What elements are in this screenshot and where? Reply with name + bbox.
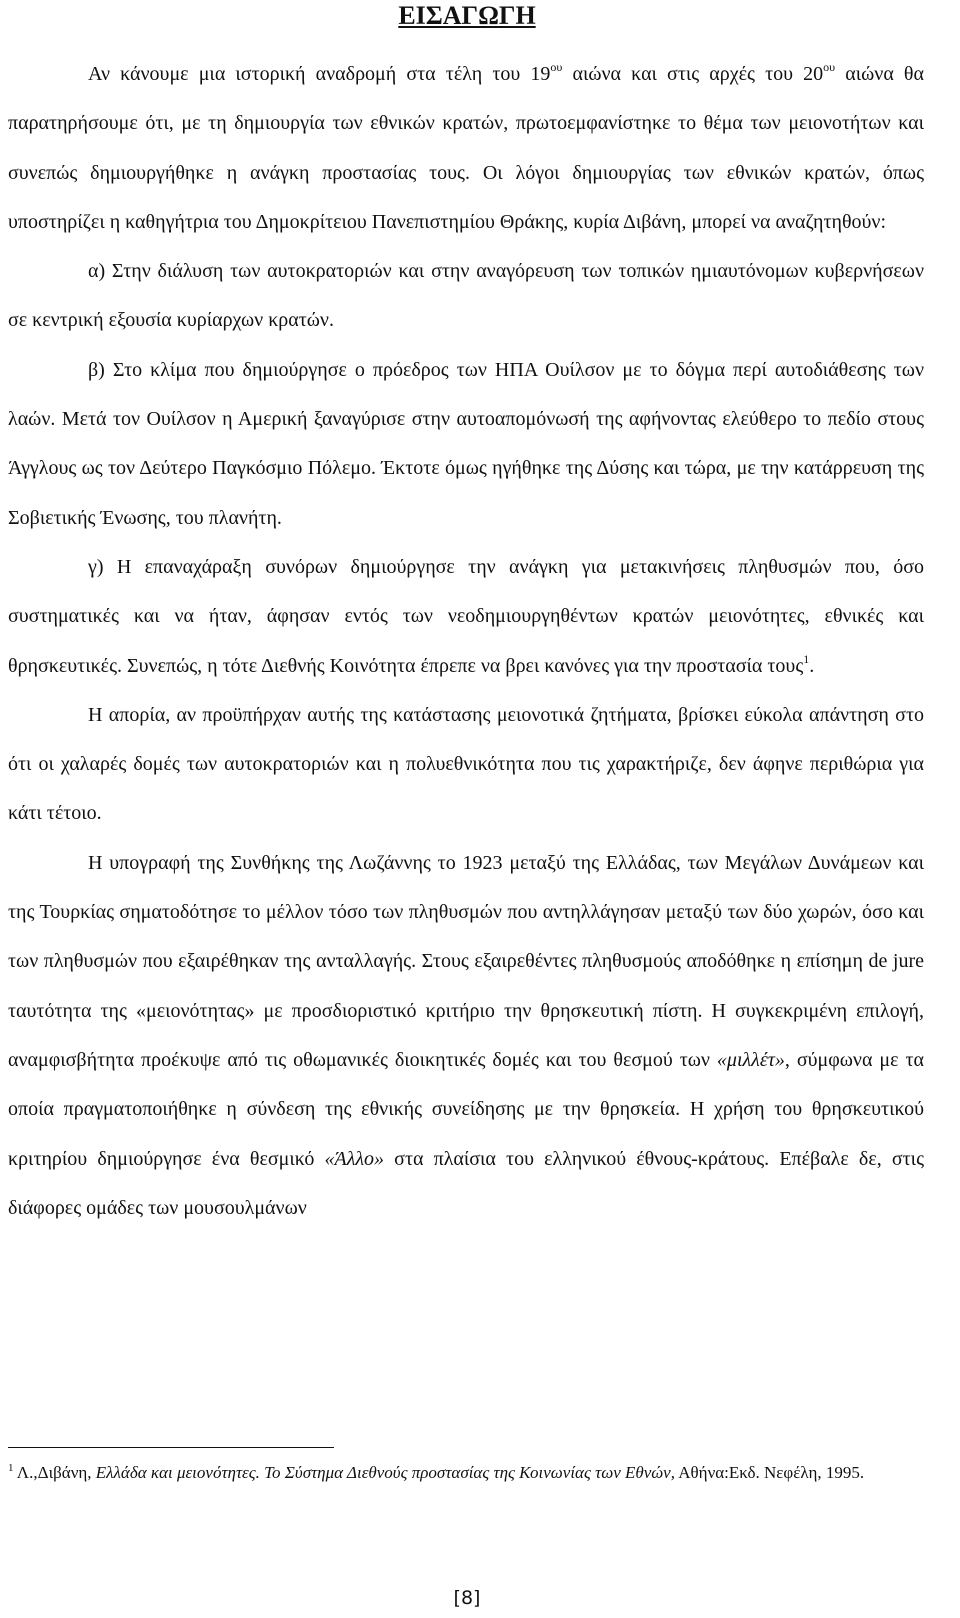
footnote (8, 1461, 924, 1485)
paragraph-beta: β) Στο κλίμα που δημιούργησε ο πρόεδρος των ΗΠΑ Ουίλσον με το δόγμα περί αυτοδιάθεσης των λαών. Μετά τον Ουίλσον η Αμερική ξαναγύρισε στην αυτοαπομόνωσή της αφήνοντας ελεύθερο το πεδίο στους Άγγλους ως τον Δεύτερο Παγκόσμιο Πόλεμο. Έκτοτε όμως ηγήθηκε της Δύσης και τώρα, με την κατάρρευση της Σοβιετικής Ένωσης, του πλανήτη. (8, 358, 924, 529)
intro-text-2: αιώνα και στις αρχές του 20 (562, 63, 824, 85)
intro-text-1: Αν κάνουμε μια ιστορική αναδρομή στα τέλη του 19 (88, 63, 551, 85)
lausanne-text-1: Η υπογραφή της Συνθήκης της Λωζάννης το 1923 μεταξύ της Ελλάδας, των Μεγάλων Δυνάμεων και της Τουρκίας σηματοδότησε το μέλλον τόσο των πληθυσμών που αντηλλάγησαν μεταξύ των δύο χωρών, όσο και των πληθυσμών που εξαιρέθηκαν της ανταλλαγής. Στους εξαιρεθέντες πληθυσμούς αποδόθηκε η επίσημη de jure ταυτότητα της «μειονότητας» με προσδιοριστικό κριτήριο την θρησκευτική πίστη. Η συγκεκριμένη επιλογή, αναμφισβήτητα προέκυψε από τις οθωμανικές διοικητικές δομές και του θεσμού των (8, 851, 924, 1071)
body-text (8, 50, 924, 1233)
page-title: ΕΙΣΑΓΩΓΗ (398, 1, 536, 30)
footnote-reference[interactable]: 1 (803, 651, 810, 666)
lausanne-text-2: , σύμφωνα με τα οποία πραγματοποιήθηκε η σύνδεση της εθνικής συνείδησης με την θρησκεία. Η χρήση του θρησκευτικού κριτηρίου δημιούργησε ένα θεσμικό (8, 1048, 924, 1170)
paragraph-alpha: α) Στην διάλυση των αυτοκρατοριών και στην αναγόρευση των τοπικών ημιαυτόνομων κυβερνήσεων σε κεντρική εξουσία κυρίαρχων κρατών. (8, 260, 924, 332)
footnote-divider (8, 1447, 334, 1448)
superscript-ou-2: ου (823, 60, 836, 74)
footnote-number: 1 (8, 1462, 14, 1474)
lausanne-text-3: στα πλαίσια του ελληνικού έθνους-κράτους. Επέβαλε δε, στις διάφορες ομάδες των μουσουλμάνων (8, 1147, 924, 1219)
paragraph-lausanne (8, 839, 924, 1233)
paragraph-aporia: Η απορία, αν προϋπήρχαν αυτής της κατάστασης μειονοτικά ζητήματα, βρίσκει εύκολα απάντηση στο ότι οι χαλαρές δομές των αυτοκρατοριών και η πολυεθνικότητα που τις χαρακτήριζε, δεν άφηνε περιθώρια για κάτι τέτοιο. (8, 703, 924, 825)
gamma-text: γ) Η επαναχάραξη συνόρων δημιούργησε την ανάγκη για μετακινήσεις πληθυσμών που, όσο συστηματικές και να ήταν, άφησαν εντός των νεοδημιουργηθέντων κρατών μειονότητες, εθνικές και θρησκευτικές. Συνεπώς, η τότε Διεθνής Κοινότητα έπρεπε να βρει κανόνες για την προστασία τους (8, 555, 924, 677)
paragraph-intro (8, 50, 924, 247)
footnote-title: Ελλάδα και μειονότητες. Το Σύστημα Διεθνούς προστασίας της Κοινωνίας των Εθνών, (95, 1463, 675, 1482)
footnote-publisher: Αθήνα:Εκδ. Νεφέλη, 1995. (674, 1463, 865, 1482)
footnote-author: Λ.,Διβάνη, (13, 1463, 96, 1482)
page-number: [8] (453, 1587, 481, 1609)
millet-term: «μιλλέτ» (716, 1048, 785, 1071)
allo-term: «Άλλο» (324, 1147, 385, 1170)
paragraph-gamma (8, 543, 924, 691)
gamma-end: . (809, 654, 815, 677)
intro-text-3: αιώνα θα παρατηρήσουμε ότι, με τη δημιουργία των εθνικών κρατών, πρωτοεμφανίστηκε το θέμα των μειονοτήτων και συνεπώς δημιουργήθηκε η ανάγκη προστασίας τους. Οι λόγοι δημιουργίας των εθνικών κρατών, όπως υποστηρίζει η καθηγήτρια του Δημοκρίτειου Πανεπιστημίου Θράκης, κυρία Διβάνη, μπορεί να αναζητηθούν: (8, 63, 924, 233)
superscript-ou-1: ου (550, 60, 563, 74)
